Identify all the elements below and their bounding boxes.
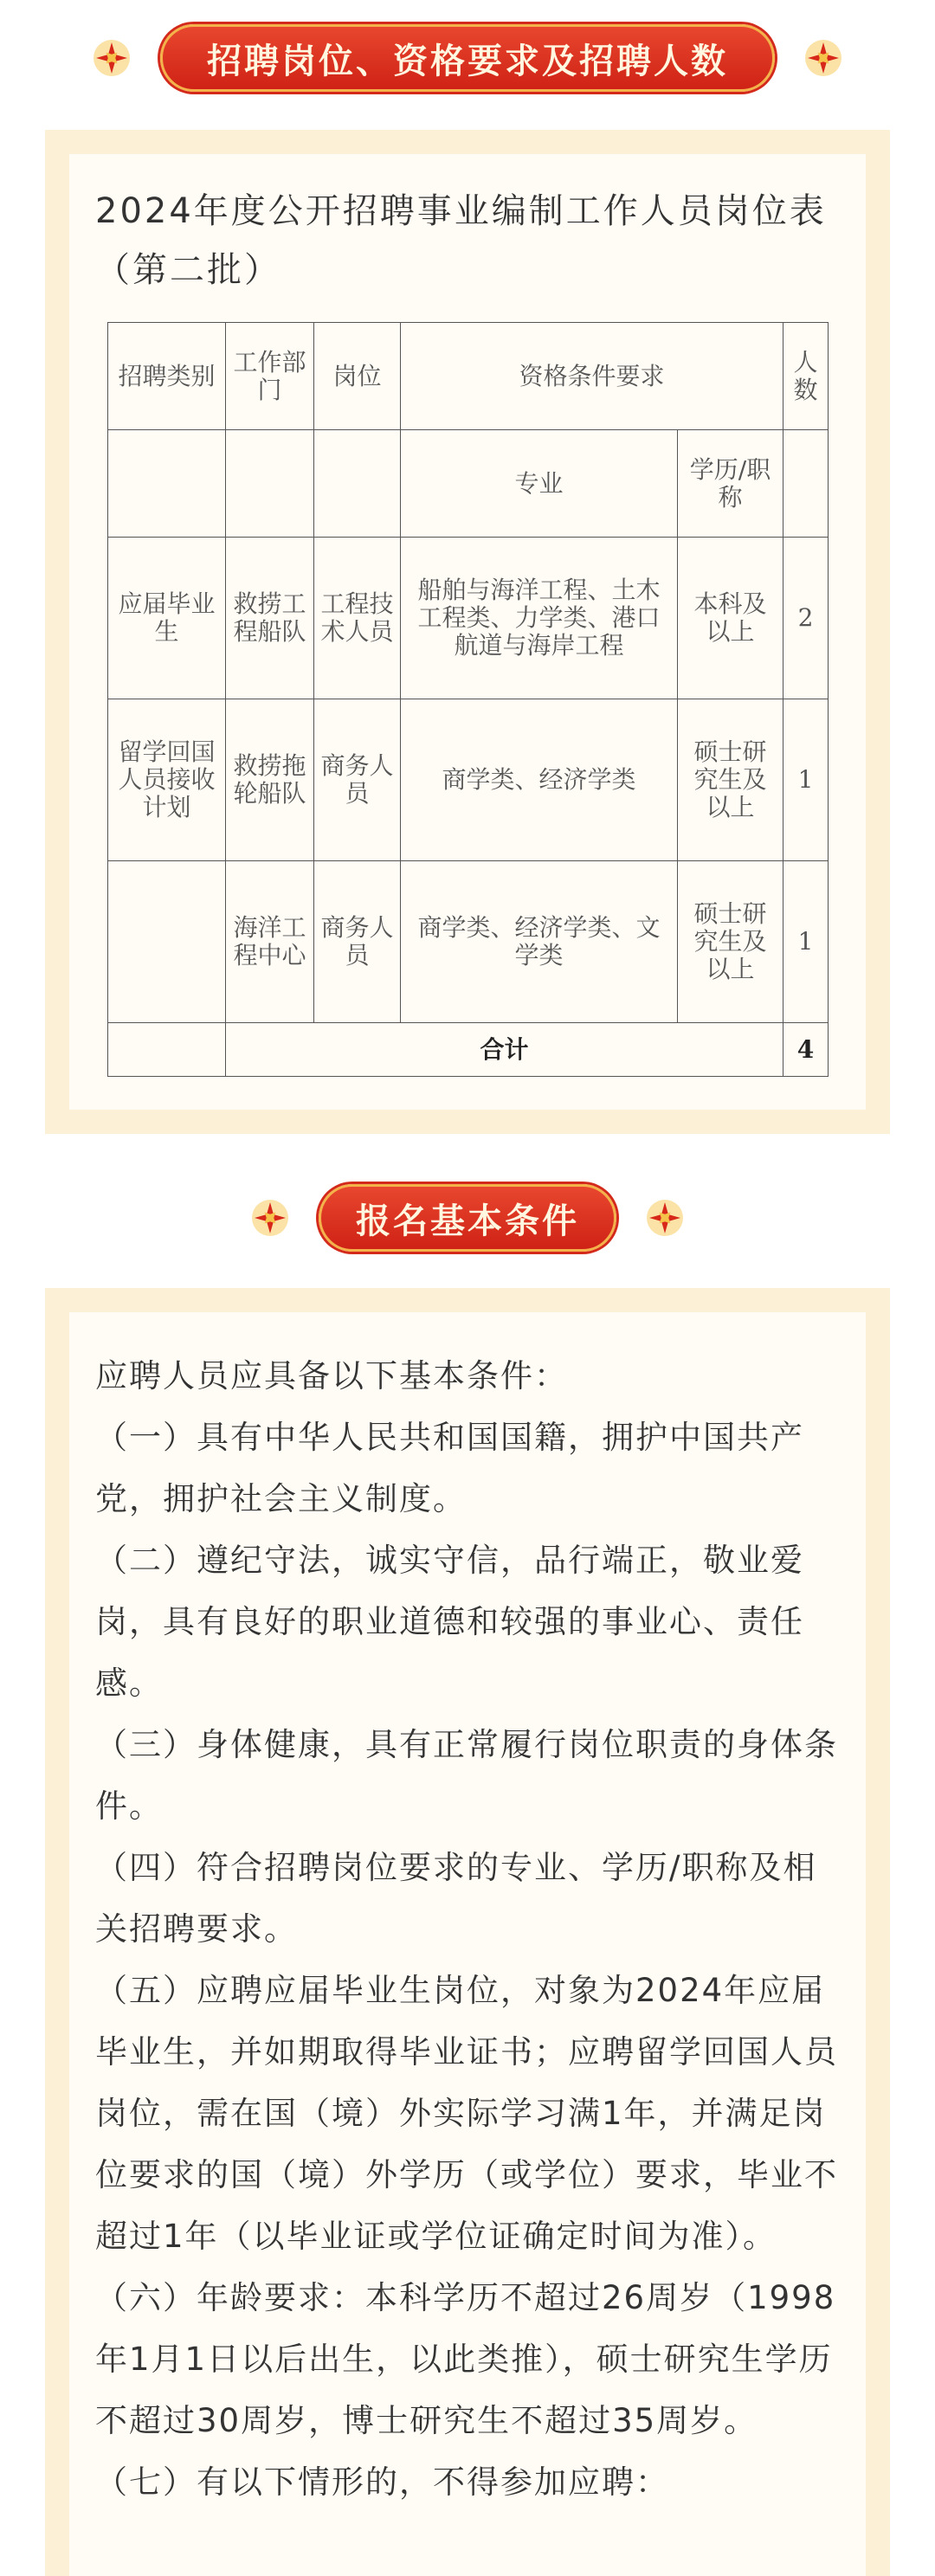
header-requirements: 资格条件要求 [401, 323, 783, 430]
cell-count: 1 [783, 699, 829, 861]
condition-item: （三）身体健康，具有正常履行岗位职责的身体条件。 [95, 1726, 838, 1825]
condition-item: （六）年龄要求：本科学历不超过26周岁（1998年1月1日以后出生，以此类推），硕士研究生学历不超过30周岁，博士研究生不超过35周岁。 [95, 2279, 836, 2439]
conditions-panel-inner [69, 1312, 866, 2576]
positions-panel [45, 130, 890, 1134]
cell-count: 1 [783, 861, 829, 1023]
condition-item: （一）具有中华人民共和国国籍，拥护中国共产党，拥护社会主义制度。 [95, 1419, 804, 1517]
header-education: 学历/职称 [678, 430, 783, 538]
cell-position: 商务人员 [314, 861, 401, 1023]
cell-count: 2 [783, 538, 829, 699]
table-title: 2024年度公开招聘事业编制工作人员岗位表（第二批） [95, 191, 827, 290]
cell-education: 本科及以上 [678, 538, 783, 699]
cell-education: 硕士研究生及以上 [678, 699, 783, 861]
star-ornament-icon [641, 1194, 689, 1242]
header-category: 招聘类别 [108, 323, 226, 430]
table-subheader-row [108, 430, 829, 538]
total-value: 4 [783, 1023, 829, 1077]
cell-major: 船舶与海洋工程、土木工程类、力学类、港口航道与海岸工程 [401, 538, 678, 699]
cell-major: 商学类、经济学类 [401, 699, 678, 861]
cell-category: 留学回国人员接收计划 [108, 699, 226, 861]
table-row [108, 861, 829, 1023]
star-ornament-icon [246, 1194, 294, 1242]
section-banner-positions: 招聘岗位、资格要求及招聘人数 [160, 24, 775, 92]
table-row [108, 699, 829, 861]
condition-item: （二）遵纪守法，诚实守信，品行端正，敬业爱岗，具有良好的职业道德和较强的事业心、责任感。 [95, 1542, 804, 1702]
star-ornament-icon [799, 34, 848, 82]
header-major: 专业 [401, 430, 678, 538]
condition-item: （七）有以下情形的，不得参加应聘： [95, 2463, 669, 2501]
header-position: 岗位 [314, 323, 401, 430]
cell-department: 海洋工程中心 [226, 861, 314, 1023]
cell-position: 商务人员 [314, 699, 401, 861]
conditions-text [69, 1312, 866, 2513]
cell-education: 硕士研究生及以上 [678, 861, 783, 1023]
section-header-positions [0, 24, 935, 92]
positions-panel-inner [69, 154, 866, 1110]
condition-item: （五）应聘应届毕业生岗位，对象为2024年应届毕业生，并如期取得毕业证书；应聘留学回国人员岗位，需在国（境）外实际学习满1年，并满足岗位要求的国（境）外学历（或学位）要求，毕业不超过1年（以毕业证或学位证确定时间为准）。 [95, 1972, 838, 2255]
cell-category [108, 861, 226, 1023]
header-count: 人数 [783, 323, 829, 430]
cell-position: 工程技术人员 [314, 538, 401, 699]
star-ornament-icon [87, 34, 136, 82]
positions-table [107, 322, 829, 1077]
header-department: 工作部门 [226, 323, 314, 430]
cell-department: 救捞工程船队 [226, 538, 314, 699]
section-banner-conditions: 报名基本条件 [319, 1184, 616, 1252]
total-label: 合计 [226, 1023, 783, 1077]
table-total-row [108, 1023, 829, 1077]
cell-department: 救捞拖轮船队 [226, 699, 314, 861]
conditions-intro: 应聘人员应具备以下基本条件： [95, 1357, 568, 1394]
conditions-panel [45, 1288, 890, 2576]
cell-category: 应届毕业生 [108, 538, 226, 699]
cell-major: 商学类、经济学类、文学类 [401, 861, 678, 1023]
section-header-conditions [0, 1184, 935, 1252]
condition-item: （四）符合招聘岗位要求的专业、学历/职称及相关招聘要求。 [95, 1849, 817, 1948]
table-row [108, 538, 829, 699]
table-header-row [108, 323, 829, 430]
